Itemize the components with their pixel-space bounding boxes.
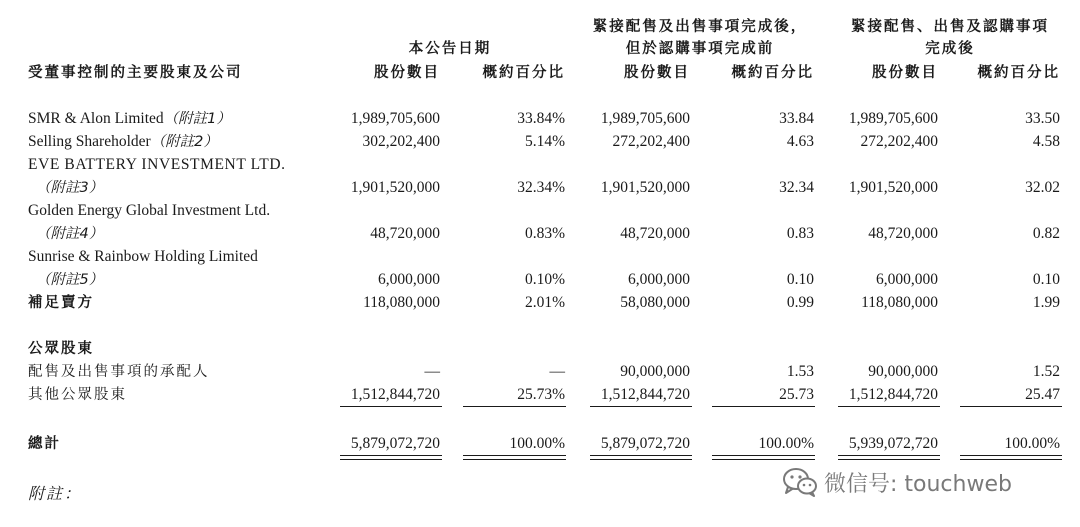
public-shareholders-title: 公眾股東 <box>28 341 94 357</box>
total-double-rule <box>712 455 815 460</box>
total-double-rule <box>463 455 566 460</box>
subtotal-rule <box>960 406 1062 407</box>
table-cell: 48,720,000 <box>868 225 938 242</box>
wechat-watermark <box>782 466 1012 498</box>
table-cell: 90,000,000 <box>620 363 690 380</box>
total-cell: 100.00% <box>509 435 565 452</box>
total-double-rule <box>590 455 692 460</box>
row-note: （附註5） <box>36 272 104 288</box>
subtotal-rule <box>590 406 692 407</box>
row-note: （附註4） <box>36 226 104 242</box>
table-cell: 32.34 <box>779 179 814 196</box>
row-name: 配售及出售事項的承配人 <box>28 364 210 380</box>
table-cell: 0.83% <box>524 225 565 242</box>
table-cell: 58,080,000 <box>620 294 690 311</box>
row-note: （附註1） <box>163 111 231 127</box>
total-cell: 100.00% <box>1004 435 1060 452</box>
table-cell: 6,000,000 <box>876 271 938 288</box>
total-double-rule <box>838 455 940 460</box>
table-cell: 118,080,000 <box>861 294 938 311</box>
table-cell: 25.73% <box>517 386 565 403</box>
table-cell: 6,000,000 <box>628 271 690 288</box>
total-double-rule <box>340 455 442 460</box>
table-row-label <box>28 109 231 129</box>
total-cell: 100.00% <box>758 435 814 452</box>
row-name: Golden Energy Global Investment Ltd. <box>28 202 271 219</box>
subtotal-rule <box>838 406 940 407</box>
header-shares-2: 股份數目 <box>624 65 690 81</box>
header-group-after-placing <box>575 16 825 60</box>
table-cell: 32.02 <box>1025 179 1060 196</box>
header-pct-1: 概約百分比 <box>482 65 565 81</box>
subtotal-rule <box>340 406 442 407</box>
table-cell: 272,202,400 <box>860 133 938 150</box>
row-name: Selling Shareholder <box>28 133 151 150</box>
table-cell: — <box>424 363 440 380</box>
table-cell: 25.47 <box>1025 386 1060 403</box>
header-pct-3: 概約百分比 <box>977 65 1060 81</box>
table-cell: 118,080,000 <box>363 294 440 311</box>
table-cell: 1,512,844,720 <box>600 386 690 403</box>
table-cell: 0.10 <box>1032 271 1060 288</box>
table-cell: 33.84 <box>779 110 814 127</box>
table-cell: 32.34% <box>517 179 565 196</box>
total-label: 總計 <box>28 436 61 452</box>
row-name: SMR & Alon Limited <box>28 110 164 127</box>
total-cell: 5,939,072,720 <box>848 435 938 452</box>
subtotal-rule <box>712 406 815 407</box>
table-cell: 1,989,705,600 <box>848 110 938 127</box>
header-shares-1: 股份數目 <box>374 65 440 81</box>
row-name: 其他公眾股東 <box>28 387 127 403</box>
table-cell: 1,989,705,600 <box>350 110 440 127</box>
table-cell: 1.53 <box>786 363 814 380</box>
table-cell: 0.10% <box>524 271 565 288</box>
table-cell: 1,512,844,720 <box>848 386 938 403</box>
table-cell: 0.10 <box>786 271 814 288</box>
table-cell: 1,989,705,600 <box>600 110 690 127</box>
row-note: （附註2） <box>150 134 218 150</box>
table-cell: 1.52 <box>1032 363 1060 380</box>
table-cell: 1,901,520,000 <box>600 179 690 196</box>
table-cell: 90,000,000 <box>868 363 938 380</box>
header-group2-line2: 但於認購事項完成前 <box>625 41 775 57</box>
total-cell: 5,879,072,720 <box>350 435 440 452</box>
table-cell: 272,202,400 <box>612 133 690 150</box>
row-note: （附註3） <box>36 180 104 196</box>
header-pct-2: 概約百分比 <box>731 65 814 81</box>
header-shares-3: 股份數目 <box>872 65 938 81</box>
table-cell: 0.82 <box>1032 225 1060 242</box>
header-group3-line2: 完成後 <box>925 41 975 57</box>
row-name: Sunrise & Rainbow Holding Limited <box>28 248 258 265</box>
table-cell: 1,512,844,720 <box>350 386 440 403</box>
table-cell: 25.73 <box>779 386 814 403</box>
subtotal-rule <box>463 406 566 407</box>
table-row-label <box>28 132 218 152</box>
row-name: 補足賣方 <box>28 295 94 311</box>
table-cell: 6,000,000 <box>378 271 440 288</box>
table-cell: 33.84% <box>517 110 565 127</box>
table-cell: 0.99 <box>786 294 814 311</box>
header-owner-column: 受董事控制的主要股東及公司 <box>28 65 243 81</box>
row-name: EVE BATTERY INVESTMENT LTD. <box>28 156 286 173</box>
table-cell: 5.14% <box>524 133 565 150</box>
table-cell: 48,720,000 <box>370 225 440 242</box>
wechat-icon <box>782 467 818 497</box>
table-cell: — <box>549 363 565 380</box>
table-cell: 33.50 <box>1025 110 1060 127</box>
header-group3-line1: 緊接配售、出售及認購事項 <box>851 19 1049 35</box>
table-cell: 48,720,000 <box>620 225 690 242</box>
table-cell: 4.63 <box>786 133 814 150</box>
table-cell: 2.01% <box>524 294 565 311</box>
table-cell: 4.58 <box>1032 133 1060 150</box>
total-double-rule <box>960 455 1062 460</box>
notes-label: 附註： <box>28 484 83 503</box>
header-group1-line1: 本公告日期 <box>408 41 492 57</box>
table-cell: 302,202,400 <box>362 133 440 150</box>
header-group-announcement-date <box>330 38 570 60</box>
header-group2-line1: 緊接配售及出售事項完成後， <box>592 19 808 35</box>
table-cell: 0.83 <box>786 225 814 242</box>
header-group-after-subscription <box>830 16 1070 60</box>
total-cell: 5,879,072,720 <box>600 435 690 452</box>
table-cell: 1,901,520,000 <box>848 179 938 196</box>
table-cell: 1.99 <box>1032 294 1060 311</box>
watermark-text: 微信号: touchweb <box>824 471 1012 497</box>
table-cell: 1,901,520,000 <box>350 179 440 196</box>
